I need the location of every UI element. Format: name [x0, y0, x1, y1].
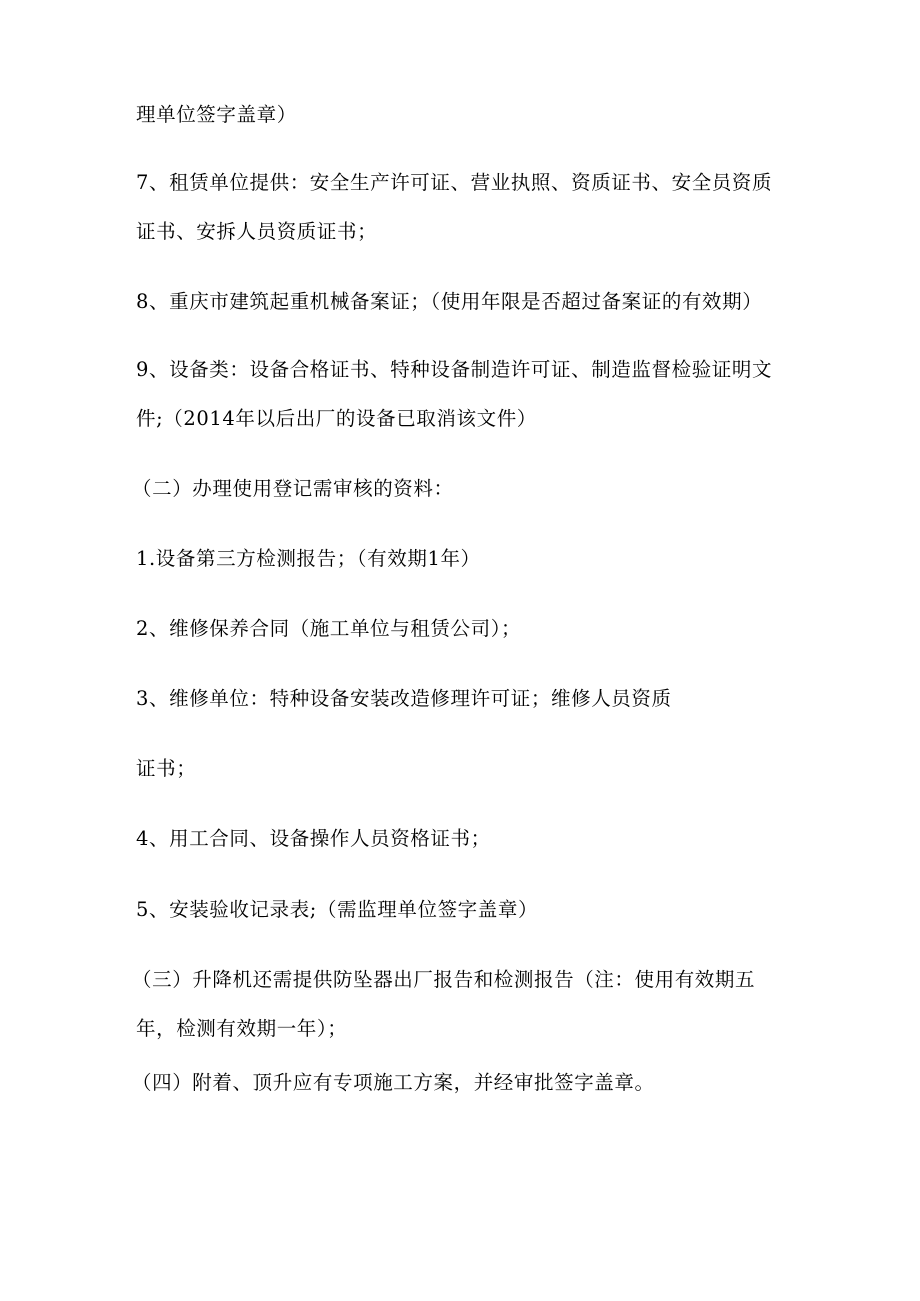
text-line: 2、维修保养合同（施工单位与租赁公司）；	[136, 617, 522, 640]
text-line: 5、安装验收记录表;（需监理单位签字盖章）	[136, 898, 539, 921]
text-line: 证书、安拆人员资质证书；	[136, 220, 378, 243]
section-heading: （二）办理使用登记需审核的资料：	[132, 477, 454, 500]
text-line: 年，检测有效期一年）；	[136, 1017, 348, 1040]
text-line: 3、维修单位：特种设备安装改造修理许可证；维修人员资质	[136, 687, 672, 710]
text-line: 8、重庆市建筑起重机械备案证；（使用年限是否超过备案证的有效期）	[136, 290, 763, 313]
section-heading: （三）升降机还需提供防坠器出厂报告和检测报告（注：使用有效期五	[132, 968, 756, 991]
text-line: 证书；	[136, 757, 197, 780]
text-line: 件;（2014年以后出厂的设备已取消该文件）	[136, 407, 537, 430]
section-heading: （四）附着、顶升应有专项施工方案，并经审批签字盖章。	[132, 1071, 655, 1094]
text-line: 理单位签字盖章）	[136, 103, 297, 126]
text-line: 1.设备第三方检测报告；（有效期1年）	[136, 547, 481, 570]
text-line: 9、设备类：设备合格证书、特种设备制造许可证、制造监督检验证明文	[136, 358, 773, 381]
text-line: 4、用工合同、设备操作人员资格证书；	[136, 827, 491, 850]
text-line: 7、租赁单位提供：安全生产许可证、营业执照、资质证书、安全员资质	[136, 171, 773, 194]
